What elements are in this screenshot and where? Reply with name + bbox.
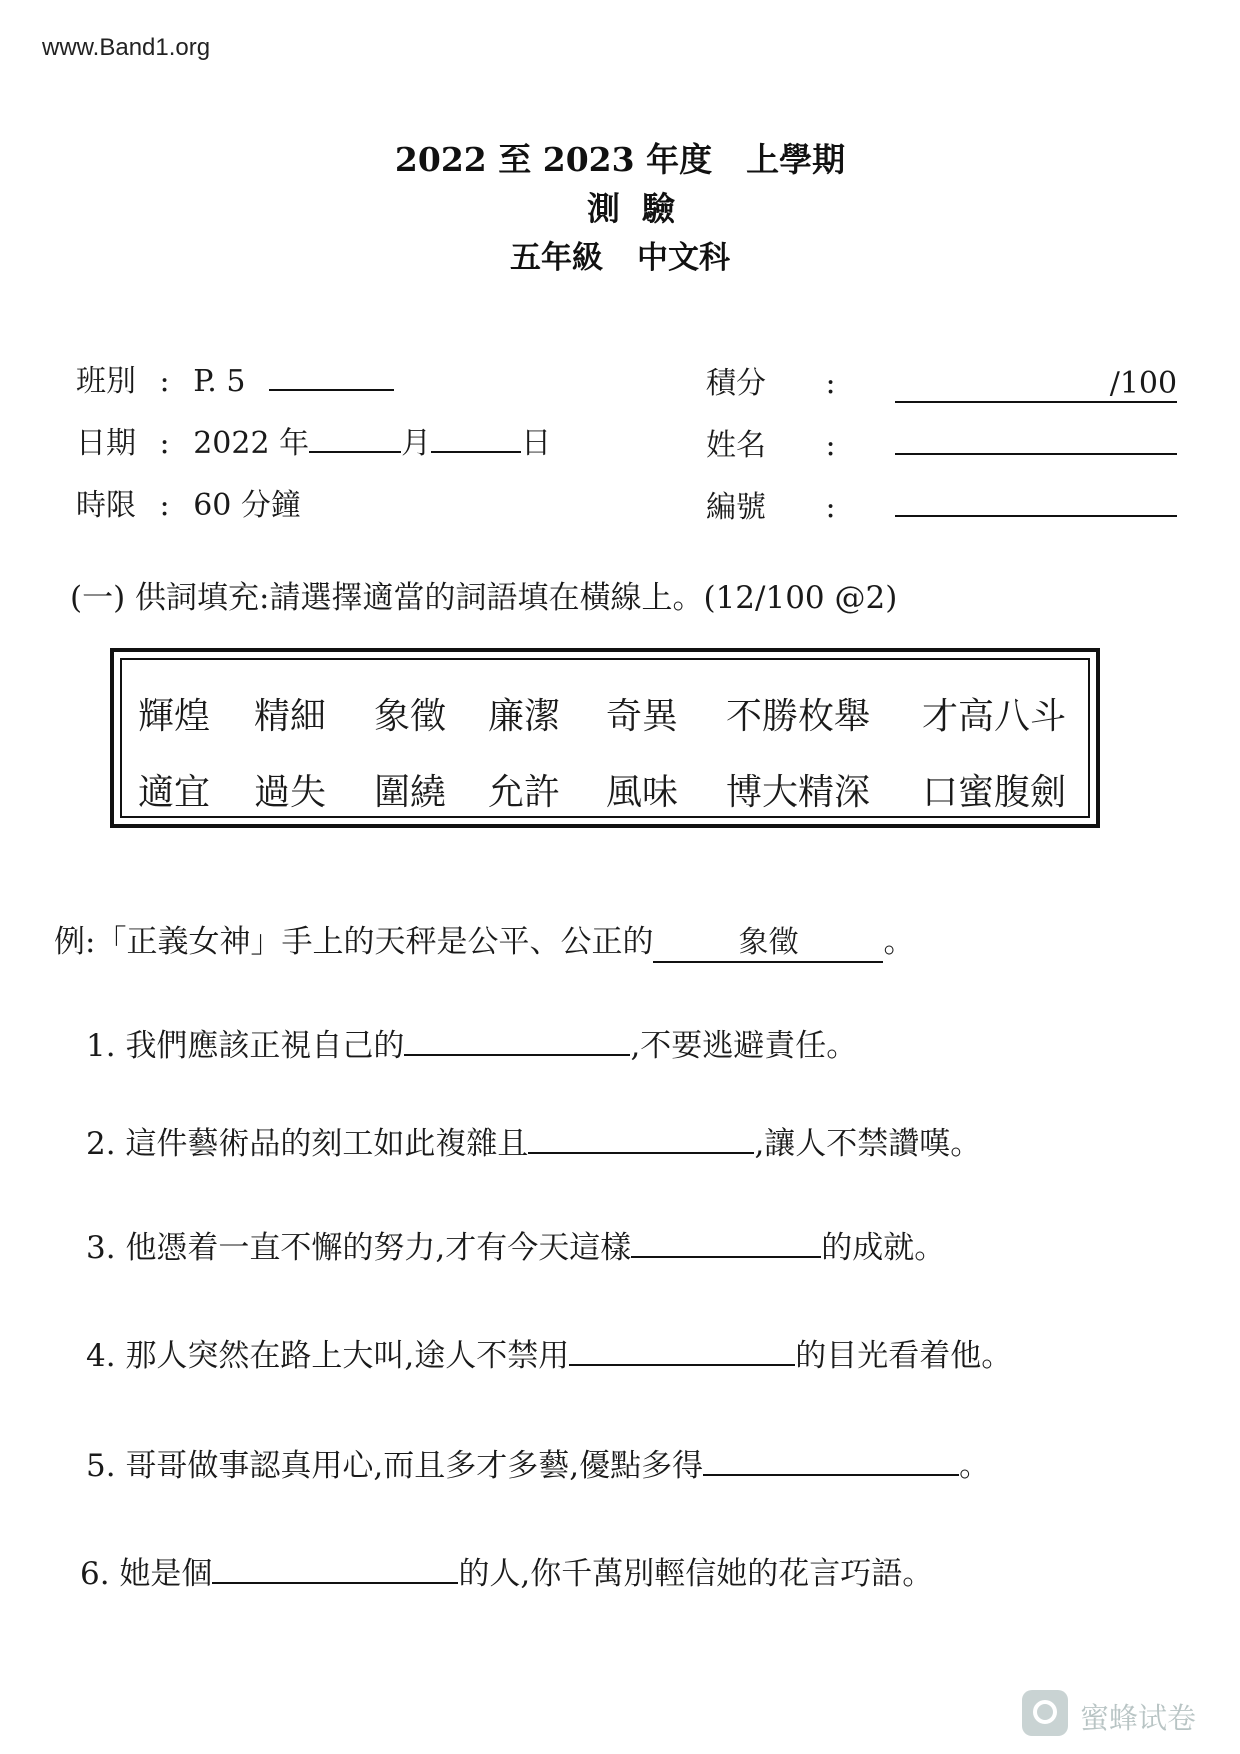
time-value: 60 分鐘	[193, 488, 301, 523]
question-number: 4.	[86, 1338, 116, 1374]
question-text-after: 的目光看着他。	[795, 1338, 1013, 1374]
question-1	[86, 1020, 857, 1065]
title-subject: 中文科	[637, 240, 730, 276]
name-blank[interactable]	[895, 427, 1177, 455]
word-bank-item: 博大精深	[726, 772, 871, 813]
word-bank-item: 適宜	[138, 772, 211, 813]
word-bank-item: 輝煌	[138, 696, 211, 737]
class-row	[76, 356, 394, 400]
word-bank-item: 圍繞	[374, 772, 447, 813]
answer-blank[interactable]	[569, 1336, 795, 1366]
question-text-after: 的人,你千萬別輕信她的花言巧語。	[458, 1556, 934, 1592]
title-year: 2022 至 2023 年度	[394, 140, 713, 179]
name-row	[706, 420, 1177, 464]
question-text-before: 我們應該正視自己的	[125, 1028, 405, 1064]
example-sentence	[54, 916, 914, 963]
word-bank-item: 才高八斗	[922, 696, 1067, 737]
word-bank-item: 奇異	[606, 696, 679, 737]
example-answer-blank	[653, 917, 883, 963]
exam-title-subject	[0, 232, 1240, 277]
date-year: 2022 年	[193, 426, 310, 461]
word-bank-item: 口蜜腹劍	[922, 772, 1067, 813]
question-text-before: 他憑着一直不懈的努力,才有今天這樣	[125, 1230, 632, 1266]
question-text-after: ,讓人不禁讚嘆。	[754, 1126, 982, 1162]
time-label: 時限	[76, 488, 136, 523]
watermark-text: 蜜蜂试卷	[1080, 1701, 1197, 1735]
answer-blank[interactable]	[212, 1554, 458, 1584]
question-number: 6.	[80, 1556, 110, 1592]
question-2	[86, 1118, 981, 1163]
colon: :	[825, 428, 836, 463]
question-text-after: ,不要逃避責任。	[630, 1028, 858, 1064]
section-heading: (一) 供詞填充:請選擇適當的詞語填在橫線上。(12/100 @2)	[70, 580, 898, 616]
colon: :	[825, 490, 836, 525]
date-label: 日期	[76, 426, 136, 461]
colon: :	[159, 426, 170, 461]
title-term: 上學期	[746, 140, 846, 179]
word-bank-item: 精細	[254, 696, 327, 737]
question-text-before: 她是個	[119, 1556, 213, 1592]
word-bank-item: 不勝枚舉	[726, 696, 871, 737]
day-blank[interactable]	[431, 425, 521, 453]
word-bank-item: 允許	[488, 772, 561, 813]
answer-blank[interactable]	[703, 1446, 959, 1476]
question-number: 5.	[86, 1448, 116, 1484]
answer-blank[interactable]	[528, 1124, 754, 1154]
answer-blank[interactable]	[631, 1228, 821, 1258]
month-blank[interactable]	[309, 425, 401, 453]
word-bank-item: 過失	[254, 772, 327, 813]
example-prefix: 例:「正義女神」手上的天秤是公平、公正的	[54, 924, 654, 960]
exam-title-type: 測驗	[587, 189, 697, 228]
word-bank-item: 風味	[606, 772, 679, 813]
colon: :	[159, 488, 170, 523]
class-label: 班別	[76, 364, 136, 399]
name-label: 姓名	[706, 428, 766, 463]
question-text-after: 。	[959, 1448, 991, 1484]
title-grade: 五年級	[510, 240, 603, 276]
time-row	[76, 480, 301, 524]
word-bank-item: 象徵	[374, 696, 447, 737]
question-number: 2.	[86, 1126, 116, 1162]
number-label: 編號	[706, 490, 766, 525]
date-row	[76, 418, 551, 462]
example-suffix: 。	[883, 924, 915, 960]
exam-title-year	[0, 134, 1240, 181]
score-total: /100	[1109, 366, 1178, 401]
score-blank[interactable]	[895, 366, 1177, 403]
watermark	[1022, 1688, 1222, 1740]
question-text-before: 這件藝術品的刻工如此複雜且	[125, 1126, 529, 1162]
question-text-before: 哥哥做事認真用心,而且多才多藝,優點多得	[125, 1448, 704, 1484]
example-answer: 象徵	[738, 925, 799, 960]
score-row	[706, 358, 1177, 403]
class-blank[interactable]	[269, 363, 394, 391]
question-3	[86, 1222, 945, 1267]
question-text-after: 的成就。	[821, 1230, 946, 1266]
date-day: 日	[521, 426, 552, 461]
date-month: 月	[401, 426, 432, 461]
answer-blank[interactable]	[404, 1026, 630, 1056]
watermark-logo-icon	[1022, 1690, 1068, 1736]
question-6	[80, 1548, 933, 1593]
word-bank-item: 廉潔	[488, 696, 561, 737]
question-text-before: 那人突然在路上大叫,途人不禁用	[125, 1338, 570, 1374]
class-value: P. 5	[193, 364, 246, 399]
question-number: 3.	[86, 1230, 116, 1266]
website-url: www.Band1.org	[42, 34, 211, 61]
number-blank[interactable]	[895, 489, 1177, 517]
question-4	[86, 1330, 1012, 1375]
word-bank	[110, 648, 1100, 828]
question-5	[86, 1440, 990, 1485]
colon: :	[159, 364, 170, 399]
colon: :	[825, 366, 836, 401]
score-label: 積分	[706, 366, 766, 401]
question-number: 1.	[86, 1028, 116, 1064]
number-row	[706, 482, 1177, 526]
